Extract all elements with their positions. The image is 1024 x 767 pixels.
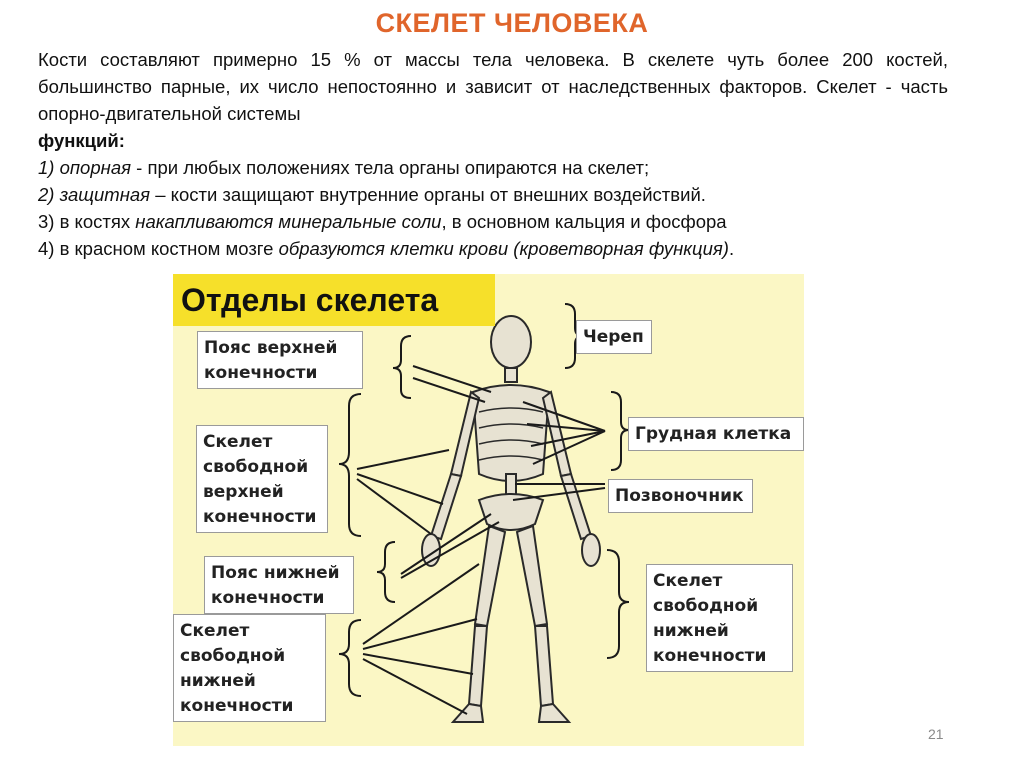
right-thigh bbox=[517, 526, 547, 626]
right-hand bbox=[582, 534, 600, 566]
function-item-2 bbox=[38, 181, 948, 208]
ribcage-shape bbox=[473, 385, 549, 481]
function-1-name: 1) опорная bbox=[38, 157, 131, 178]
label-shoulder-girdle: Пояс верхней конечности bbox=[197, 331, 363, 389]
left-forearm bbox=[431, 474, 461, 539]
brace-shoulder bbox=[393, 336, 411, 398]
function-item-4 bbox=[38, 235, 948, 262]
pointer-shoulder-2 bbox=[413, 378, 485, 402]
pointer-lower-limb-4 bbox=[363, 659, 467, 714]
label-chest: Грудная клетка bbox=[628, 417, 804, 451]
intro-paragraph: Кости составляют примерно 15 % от массы тела человека. В скелете чуть более 200 костей, большинство парные, их число непостоянно и зависит от наследственных факторов. Скелет - часть опорно-двигательной системы bbox=[38, 49, 948, 124]
brace-chest bbox=[611, 392, 629, 470]
pointer-lower-limb-3 bbox=[363, 654, 473, 674]
function-4-emphasis: образуются клетки крови (кроветворная функция) bbox=[278, 238, 729, 259]
function-3-prefix: 3) в костях bbox=[38, 211, 136, 232]
label-pelvic-girdle: Пояс нижней конечности bbox=[204, 556, 354, 614]
pointer-upper-limb-1 bbox=[357, 450, 449, 469]
function-3-emphasis: накапливаются минеральные соли bbox=[135, 211, 442, 232]
functions-heading: функций: bbox=[38, 130, 125, 151]
brace-lower-limb-left bbox=[339, 620, 361, 696]
skeleton-diagram bbox=[173, 274, 804, 746]
function-4-prefix: 4) в красном костном мозге bbox=[38, 238, 279, 259]
left-thigh bbox=[475, 526, 505, 626]
left-upper-arm bbox=[451, 392, 479, 476]
pointer-shoulder-1 bbox=[413, 366, 491, 392]
brace-lower-limb-right bbox=[607, 550, 629, 658]
neck-shape bbox=[505, 368, 517, 382]
label-free-upper-limb: Скелет свободной верхней конечности bbox=[196, 425, 328, 533]
function-item-3 bbox=[38, 208, 948, 235]
label-free-lower-limb-right: Скелет свободной нижней конечности bbox=[646, 564, 793, 672]
right-foot bbox=[539, 704, 569, 722]
diagram-banner: Отделы скелета bbox=[173, 274, 495, 326]
slide-title: СКЕЛЕТ ЧЕЛОВЕКА bbox=[375, 8, 649, 38]
label-free-lower-limb-left: Скелет свободной нижней конечности bbox=[173, 614, 326, 722]
label-skull: Череп bbox=[576, 320, 652, 354]
pelvis-shape bbox=[479, 494, 543, 530]
right-upper-arm bbox=[543, 392, 571, 476]
right-shin bbox=[535, 626, 553, 706]
skull-shape bbox=[491, 316, 531, 368]
pointer-spine-2 bbox=[513, 488, 605, 500]
pointer-lower-limb-2 bbox=[363, 619, 477, 649]
function-item-1 bbox=[38, 154, 948, 181]
function-2-name: 2) защитная bbox=[38, 184, 151, 205]
slide-body bbox=[38, 46, 948, 262]
brace-pelvic bbox=[377, 542, 395, 602]
pointer-lower-limb-1 bbox=[363, 564, 479, 644]
function-4-text: . bbox=[728, 238, 735, 259]
function-2-text: – кости защищают внутренние органы от внешних воздействий. bbox=[150, 184, 706, 205]
left-foot bbox=[453, 704, 483, 722]
brace-upper-limb bbox=[339, 394, 361, 536]
left-shin bbox=[469, 626, 487, 706]
page-number: 21 bbox=[928, 726, 944, 742]
function-3-text: , в основном кальция и фосфора bbox=[441, 211, 727, 232]
function-1-text: - при любых положениях тела органы опираются на скелет; bbox=[131, 157, 650, 178]
label-spine: Позвоночник bbox=[608, 479, 753, 513]
